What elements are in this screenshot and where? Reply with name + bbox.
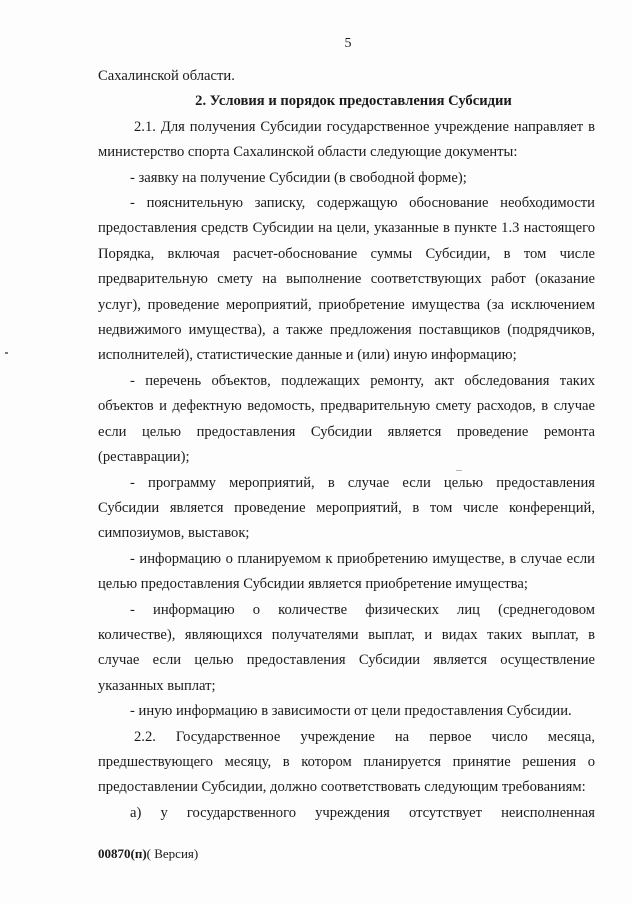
scan-mark <box>456 470 462 471</box>
list-item-line: целью предоставления Субсидии является приобретение имущества; <box>98 576 528 593</box>
list-item-line: - пояснительную записку, содержащую обоснование необходимости <box>130 195 595 212</box>
subitem-a-line: а) у государственного учреждения отсутствует неисполненная <box>130 804 595 821</box>
list-item-line: - информацию о количестве физических лиц (среднегодовом <box>130 601 595 618</box>
paragraph-2-2-line: предшествующего месяцу, в котором планируется принятие решения о <box>98 753 595 770</box>
list-item-line: объектов и дефектную ведомость, предварительную смету расходов, в случае <box>98 398 595 415</box>
paragraph-2-1-line: 2.1. Для получения Субсидии государственное учреждение направляет в <box>134 118 595 135</box>
list-item-line: недвижимого имущества), а также предложения поставщиков (подрядчиков, <box>98 322 595 339</box>
document-footer <box>98 846 198 862</box>
list-item-line: предварительную смету на выполнение соответствующих работ (оказание <box>98 271 595 288</box>
text-line: Сахалинской области. <box>98 68 235 84</box>
list-item-line: предоставления средств Субсидии на цели, указанные в пункте 1.3 настоящего <box>98 220 595 237</box>
list-item-line: - программу мероприятий, в случае если целью предоставления <box>130 474 595 491</box>
list-item-line: Субсидии является проведение мероприятий, в том числе конференций, <box>98 499 595 516</box>
page-number: 5 <box>344 36 352 51</box>
document-version: ( Версия) <box>146 846 199 861</box>
list-item-line: (реставрации); <box>98 449 190 466</box>
list-item-line: указанных выплат; <box>98 677 216 694</box>
list-item-line: - информацию о планируемом к приобретению имуществе, в случае если <box>130 550 595 567</box>
paragraph-2-1-line: министерство спорта Сахалинской области следующие документы: <box>98 144 518 161</box>
list-item-line: симпозиумов, выставок; <box>98 525 250 542</box>
section-heading: 2. Условия и порядок предоставления Субсидии <box>195 93 512 110</box>
list-item-line: исполнителей), статистические данные и (или) иную информацию; <box>98 347 517 364</box>
paragraph-2-2-line: 2.2. Государственное учреждение на первое число месяца, <box>134 728 595 745</box>
list-item-line: - иную информацию в зависимости от цели предоставления Субсидии. <box>130 703 572 720</box>
list-item-line: - перечень объектов, подлежащих ремонту, акт обследования таких <box>130 372 595 389</box>
list-item-line: если целью предоставления Субсидии является проведение ремонта <box>98 423 595 440</box>
list-item-line: случае если целью предоставления Субсидии является осуществление <box>98 652 595 669</box>
list-item-line: количестве), являющихся получателями выплат, и видах таких выплат, в <box>98 626 595 643</box>
list-item-line: - заявку на получение Субсидии (в свободной форме); <box>130 169 467 186</box>
document-body <box>98 64 595 826</box>
list-item-line: услуг), проведение мероприятий, приобретение имущества (за исключением <box>98 296 595 313</box>
scan-mark <box>5 352 8 354</box>
paragraph-2-2-line: предоставлении Субсидии, должно соответствовать следующим требованиям: <box>98 779 586 796</box>
list-item-line: Порядка, включая расчет-обоснование суммы Субсидии, в том числе <box>98 245 595 262</box>
document-code: 00870(п) <box>98 846 147 861</box>
